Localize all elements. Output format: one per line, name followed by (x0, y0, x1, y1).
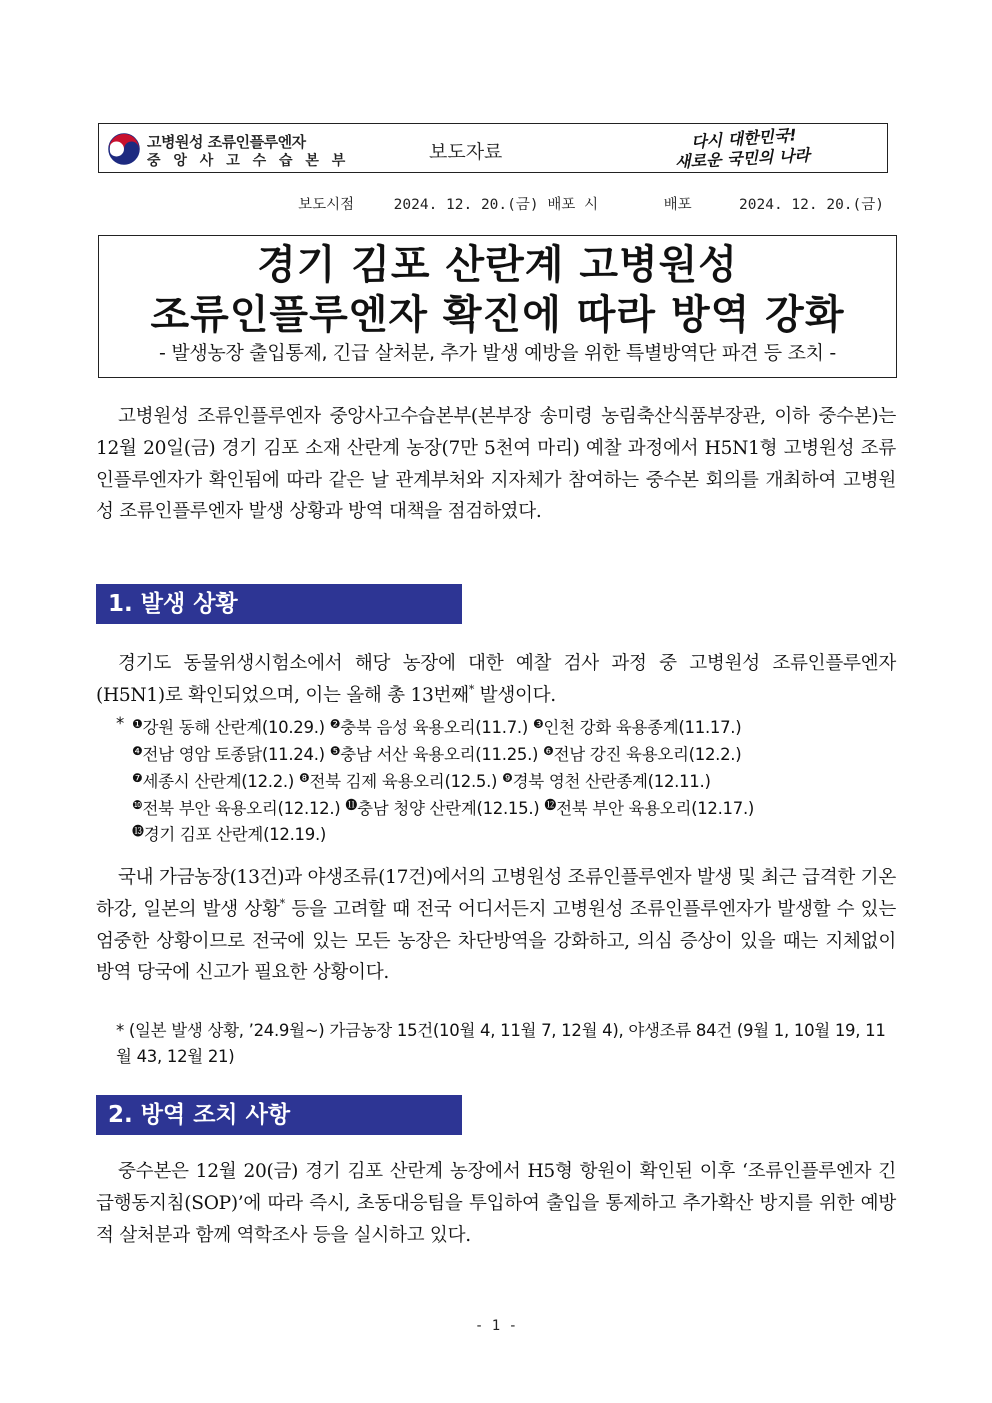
outbreak-item: 충북 음성 육용오리(11.7.) (340, 718, 528, 737)
distribution-label: 배포 (663, 197, 692, 213)
outbreak-number: ❸ (532, 717, 544, 731)
outbreak-item: 전남 영암 토종닭(11.24.) (142, 745, 325, 764)
slogan-line-2: 새로운 국민의 나라 (674, 145, 811, 172)
release-info (298, 193, 884, 214)
japan-outbreak-footnote: * (일본 발생 상황, ’24.9월~) 가금농장 15건(10월 4, 11월 7, 12월 4), 야생조류 84건 (9월 1, 10월 19, 11월 43, 12월 21) (116, 1021, 886, 1066)
distribution-value: 2024. 12. 20.(금) (739, 197, 884, 213)
embargo-label: 보도시점 (298, 197, 355, 213)
embargo-value: 2024. 12. 20.(금) 배포 시 (393, 197, 599, 213)
section1-paragraph-1-end: 발생이다. (474, 684, 556, 706)
outbreak-number: ❷ (329, 717, 341, 731)
outbreak-item: 경북 영천 산란종계(12.11.) (512, 772, 711, 791)
outbreak-row (132, 818, 326, 849)
outbreak-list-star: * (116, 714, 124, 733)
outbreak-item: 세종시 산란계(12.2.) (142, 772, 295, 791)
section-heading-1: 1. 발생 상황 (96, 584, 462, 624)
outbreak-number: ❹ (132, 744, 143, 758)
headline-line-1: 경기 김포 산란계 고병원성 (257, 242, 738, 288)
outbreak-item: 전북 김제 육용오리(12.5.) (309, 772, 498, 791)
section1-paragraph-2 (96, 862, 896, 989)
outbreak-number: ⓭ (132, 824, 144, 838)
logo-subtitle: 중 앙 사 고 수 습 본 부 (147, 153, 350, 169)
outbreak-number: ❻ (543, 744, 554, 758)
outbreak-item: 충남 서산 육용오리(11.25.) (340, 745, 539, 764)
outbreak-item: 전남 강진 육용오리(12.2.) (553, 745, 742, 764)
outbreak-item: 충남 청양 산란계(12.15.) (357, 799, 540, 818)
outbreak-item: 전북 부안 육용오리(12.17.) (556, 799, 755, 818)
outbreak-number: ❺ (329, 744, 341, 758)
outbreak-item: 경기 김포 산란계(12.19.) (143, 825, 327, 844)
outbreak-number: ❽ (298, 771, 310, 785)
logo-title: 고병원성 조류인플루엔자 (147, 133, 306, 151)
outbreak-number: ❶ (132, 717, 143, 731)
taegeuk-logo-icon (107, 132, 141, 166)
page-number: - 1 - (474, 1318, 518, 1334)
section1-paragraph-2-end: 등을 고려할 때 전국 어디서든지 고병원성 조류인플루엔자가 발생할 수 있는 엄중한 상황이므로 전국에 있는 모든 농장은 차단방역을 강화하고, 의심 증상이 있을 때는 지체없이 방역 당국에 신고가 필요한 상황이다. (96, 898, 896, 984)
footnote-marker: * (279, 896, 285, 910)
section-heading-2: 2. 방역 조치 사항 (96, 1095, 462, 1135)
outbreak-number: ⓫ (345, 798, 358, 812)
outbreak-number: ⓬ (544, 798, 557, 812)
header-box (98, 123, 888, 173)
outbreak-number: ❿ (132, 798, 143, 812)
section2-paragraph-1: 중수본은 12월 20(금) 경기 김포 산란계 농장에서 H5형 항원이 확인된 이후 ‘조류인플루엔자 긴급행동지침(SOP)’에 따라 즉시, 초동대응팀을 투입하여 출입을 통제하고 추가확산 방지를 위한 예방적 살처분과 함께 역학조사 등을 실시하고 있다. (96, 1161, 896, 1246)
outbreak-item: 강원 동해 산란계(10.29.) (142, 718, 325, 737)
title-box (98, 235, 897, 378)
outbreak-number: ❼ (132, 771, 143, 785)
outbreak-number: ❾ (502, 771, 513, 785)
section1-paragraph-1-text: 경기도 동물위생시험소에서 해당 농장에 대한 예찰 검사 과정 중 고병원성 조류인플루엔자(H5N1)로 확인되었으며, 이는 올해 총 13번째 (96, 653, 896, 706)
headline-subtitle: - 발생농장 출입통제, 긴급 살처분, 추가 발생 예방을 위한 특별방역단 파견 등 조치 - (159, 342, 836, 364)
outbreak-item: 전북 부안 육용오리(12.12.) (142, 799, 341, 818)
section1-paragraph-2-text: 국내 가금농장(13건)과 야생조류(17건)에서의 고병원성 조류인플루엔자 발생 및 최근 급격한 기온 하강, 일본의 발생 상황 (96, 867, 896, 920)
slogan-line-1: 다시 대한민국! (690, 125, 798, 152)
headline-line-2: 조류인플루엔자 확진에 따라 방역 강화 (150, 292, 845, 338)
document-type: 보도자료 (429, 141, 503, 163)
section1-paragraph-1 (96, 648, 896, 712)
intro-paragraph: 고병원성 조류인플루엔자 중앙사고수습본부(본부장 송미령 농림축산식품부장관, 이하 중수본)는 12월 20일(금) 경기 김포 소재 산란계 농장(7만 5천여 마리) 예찰 과정에서 H5N1형 고병원성 조류인플루엔자가 확인됨에 따라 같은 날 관계부처와 지자체가 참여하는 중수본 회의를 개최하여 고병원성 조류인플루엔자 발생 상황과 방역 대책을 점검하였다. (96, 406, 896, 523)
government-slogan (671, 126, 877, 170)
outbreak-item: 인천 강화 육용종계(11.17.) (543, 718, 742, 737)
footnote-marker: * (468, 682, 475, 696)
agency-logo (107, 130, 350, 169)
